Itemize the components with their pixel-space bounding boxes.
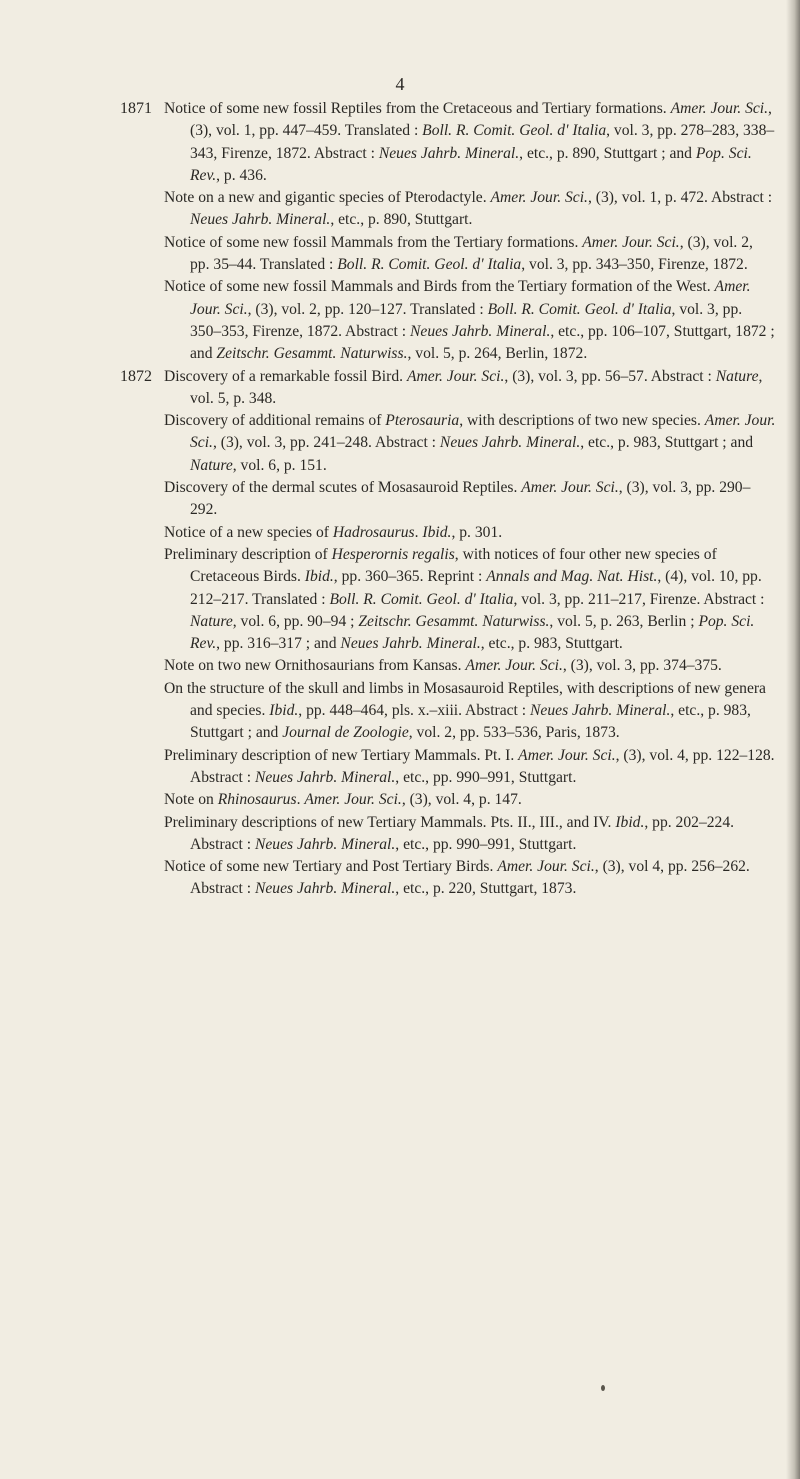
entry-text: Discovery of the dermal scutes of Mosasauroid Reptiles.: [164, 479, 522, 497]
entry-text: , pp. 360–365. Reprint :: [333, 568, 487, 586]
entry-text: , etc., pp. 990–991, Stuttgart.: [395, 768, 577, 786]
entry-text: , (3), vol. 3, pp. 374–375.: [562, 657, 722, 675]
entry-text: , vol. 5, p. 263, Berlin ;: [549, 612, 699, 630]
entry-text: , etc., p. 890, Stuttgart.: [330, 211, 473, 229]
entry-text: , with notices of four other new species of Cretaceous Birds.: [190, 545, 717, 586]
entry-text: , vol. 2, pp. 533–536, Paris, 1873.: [408, 724, 620, 742]
entry-text: , (4), vol. 10, pp. 212–217. Translated :: [190, 568, 762, 608]
entry-text: , pp. 202–224. Abstract :: [190, 813, 735, 853]
entry-italic-text: Zeitschr. Gesammt. Naturwiss.: [216, 345, 408, 363]
entry-text: , etc., pp. 990–991, Stuttgart.: [395, 835, 577, 853]
entry-text: , vol. 3, pp. 350–353, Firenze, 1872. Abstract :: [190, 300, 743, 340]
entry-italic-text: Nature: [190, 612, 233, 630]
entry-italic-text: Amer. Jour. Sci.: [304, 791, 402, 809]
entry-italic-text: Neues Jahrb. Mineral.: [254, 768, 396, 786]
entry-text: , (3), vol. 3, pp. 241–248. Abstract :: [212, 434, 440, 452]
entry-italic-text: Amer. Jour. Sci.: [406, 367, 505, 385]
entry-text: , p. 436.: [216, 166, 267, 184]
entry-text: , (3), vol 4, pp. 256–262. Abstract :: [190, 858, 750, 898]
entry-text: , vol. 6, pp. 90–94 ;: [232, 612, 359, 630]
entry-italic-text: Ibid.: [269, 702, 299, 720]
entry-text: , vol. 3, pp. 278–283, 338–343, Firenze, 1872. Abstract :: [190, 122, 775, 162]
entry-italic-text: Boll. R. Comit. Geol. d' Italia: [422, 122, 607, 140]
entry-text: Note on a new and gigantic species of Pterodactyle.: [164, 189, 491, 207]
entry-text: Preliminary description of: [164, 545, 332, 563]
bibliography-entry: [120, 366, 776, 411]
entry-text: , vol. 3, pp. 343–350, Firenze, 1872.: [521, 256, 748, 274]
entry-text: Discovery of a remarkable fossil Bird.: [164, 367, 407, 385]
bibliography-entry: [164, 544, 776, 655]
entry-italic-text: Ibid.: [304, 568, 334, 586]
entry-text: , pp. 316–317 ; and: [216, 635, 341, 653]
bibliography-entry: [164, 410, 776, 477]
bibliography-entry: [164, 789, 776, 811]
entry-italic-text: Amer. Jour. Sci.: [190, 412, 776, 452]
entry-italic-text: Neues Jahrb. Mineral.: [254, 880, 396, 898]
entry-text: On the structure of the skull and limbs in Mosasauroid Reptiles, with descriptions of new genera and species.: [164, 679, 766, 720]
entry-text: , (3), vol. 2, pp. 120–127. Translated :: [247, 300, 488, 318]
entry-text: , vol. 5, p. 264, Berlin, 1872.: [407, 345, 588, 363]
bibliography-entry: [164, 655, 776, 677]
entry-italic-text: Amer. Jour. Sci.: [521, 479, 619, 497]
entry-italic-text: Neues Jahrb. Mineral.: [340, 635, 481, 653]
entry-text: , vol. 6, p. 151.: [232, 456, 327, 474]
entry-text: Preliminary descriptions of new Tertiary Mammals. Pts. II., III., and IV.: [164, 813, 616, 831]
entry-text: , (3), vol. 3, pp. 56–57. Abstract :: [504, 367, 716, 385]
bibliography-entry: [164, 745, 776, 790]
bibliography-entry: [164, 232, 776, 277]
entry-text: , (3), vol. 1, pp. 447–459. Translated :: [190, 100, 772, 140]
entry-italic-text: Amer. Jour. Sci.: [490, 189, 588, 207]
entry-italic-text: Neues Jahrb. Mineral.: [410, 322, 551, 340]
entry-italic-text: Hadrosaurus: [332, 523, 415, 541]
bibliography-entry: [164, 856, 776, 901]
bibliography-entry: [164, 812, 776, 857]
entry-text: , vol. 5, p. 348.: [190, 367, 763, 407]
bibliography-list: [120, 98, 776, 901]
entry-italic-text: Ibid.: [422, 523, 452, 541]
entry-text: , pp. 448–464, pls. x.–xiii. Abstract :: [298, 702, 531, 720]
page-number: 4: [395, 74, 405, 94]
entry-italic-text: Amer. Jour. Sci.: [670, 100, 769, 117]
entry-text: Note on: [164, 791, 218, 809]
entry-text: , etc., p. 983, Stuttgart ; and: [580, 434, 754, 452]
entry-italic-text: Ibid.: [615, 813, 645, 831]
entry-italic-text: Neues Jahrb. Mineral.: [530, 702, 671, 720]
entry-text: Notice of some new fossil Reptiles from the Cretaceous and Tertiary formations.: [164, 100, 671, 117]
entry-italic-text: Hesperornis regalis: [331, 545, 455, 563]
entry-text: , with descriptions of two new species.: [459, 412, 705, 430]
entry-text: .: [414, 523, 423, 541]
entry-text: .: [296, 791, 305, 809]
entry-text: Note on two new Ornithosaurians from Kansas.: [164, 657, 466, 675]
entry-italic-text: Amer. Jour. Sci.: [190, 278, 751, 318]
entry-italic-text: Neues Jahrb. Mineral.: [378, 144, 520, 162]
entry-italic-text: Journal de Zoologie: [282, 724, 409, 742]
entry-italic-text: Amer. Jour. Sci.: [497, 858, 595, 876]
entry-text: , (3), vol. 4, p. 147.: [401, 791, 522, 809]
entry-text: , (3), vol. 4, pp. 122–128. Abstract :: [190, 746, 775, 786]
entry-text: , (3), vol. 2, pp. 35–44. Translated :: [190, 233, 753, 274]
entry-italic-text: Neues Jahrb. Mineral.: [190, 211, 331, 229]
entry-italic-text: Annals and Mag. Nat. Hist.: [486, 568, 658, 586]
entry-italic-text: Pop. Sci. Rev.: [190, 612, 755, 653]
entry-italic-text: Nature: [190, 456, 233, 474]
entry-italic-text: Pop. Sci. Rev.: [190, 144, 752, 184]
entry-text: , vol. 3, pp. 211–217, Firenze. Abstract :: [513, 590, 765, 608]
entry-italic-text: Pterosauria: [385, 412, 460, 430]
entry-text: Notice of some new fossil Mammals from the Tertiary formations.: [164, 233, 583, 251]
entry-italic-text: Zeitschr. Gesammt. Naturwiss.: [358, 612, 550, 630]
entry-text: , etc., p. 220, Stuttgart, 1873.: [395, 880, 577, 898]
entry-text: , p. 301.: [451, 523, 503, 541]
entry-text: , etc., p. 890, Stuttgart ; and: [519, 144, 696, 162]
entry-italic-text: Nature: [715, 367, 759, 385]
entry-text: Discovery of additional remains of: [164, 412, 386, 430]
entry-text: Notice of some new fossil Mammals and Birds from the Tertiary formation of the West.: [164, 278, 715, 296]
bibliography-entry: [120, 98, 776, 187]
entry-italic-text: Boll. R. Comit. Geol. d' Italia: [337, 256, 522, 274]
entry-text: , (3), vol. 3, pp. 290–292.: [190, 479, 751, 519]
bibliography-entry: [164, 477, 776, 522]
entry-text: , (3), vol. 1, p. 472. Abstract :: [587, 189, 773, 207]
print-speck: [601, 1385, 605, 1391]
year-label-1872: 1872: [120, 367, 152, 385]
bibliography-entry: [164, 187, 776, 232]
bibliography-entry: [164, 522, 776, 544]
entry-italic-text: Boll. R. Comit. Geol. d' Italia: [487, 300, 672, 318]
entry-italic-text: Neues Jahrb. Mineral.: [439, 434, 581, 452]
entry-italic-text: Amer. Jour. Sci.: [518, 746, 616, 764]
bibliography-entry: [164, 678, 776, 745]
year-label-1871: 1871: [120, 100, 152, 117]
entry-italic-text: Rhinosaurus: [217, 791, 297, 809]
entry-text: Notice of a new species of: [164, 523, 333, 541]
entry-italic-text: Neues Jahrb. Mineral.: [254, 835, 396, 853]
page-edge-shadow: [786, 0, 800, 1479]
entry-text: Notice of some new Tertiary and Post Tertiary Birds.: [164, 858, 498, 876]
entry-text: , etc., p. 983, Stuttgart.: [480, 635, 623, 653]
entry-text: , etc., pp. 106–107, Stuttgart, 1872 ; and: [190, 322, 775, 363]
entry-italic-text: Amer. Jour. Sci.: [465, 657, 563, 675]
entry-text: , etc., p. 983, Stuttgart ; and: [190, 702, 751, 742]
bibliography-entry: [164, 276, 776, 365]
entry-text: Preliminary description of new Tertiary Mammals. Pt. I.: [164, 746, 519, 764]
entry-italic-text: Boll. R. Comit. Geol. d' Italia: [329, 590, 514, 608]
entry-italic-text: Amer. Jour. Sci.: [582, 233, 680, 251]
